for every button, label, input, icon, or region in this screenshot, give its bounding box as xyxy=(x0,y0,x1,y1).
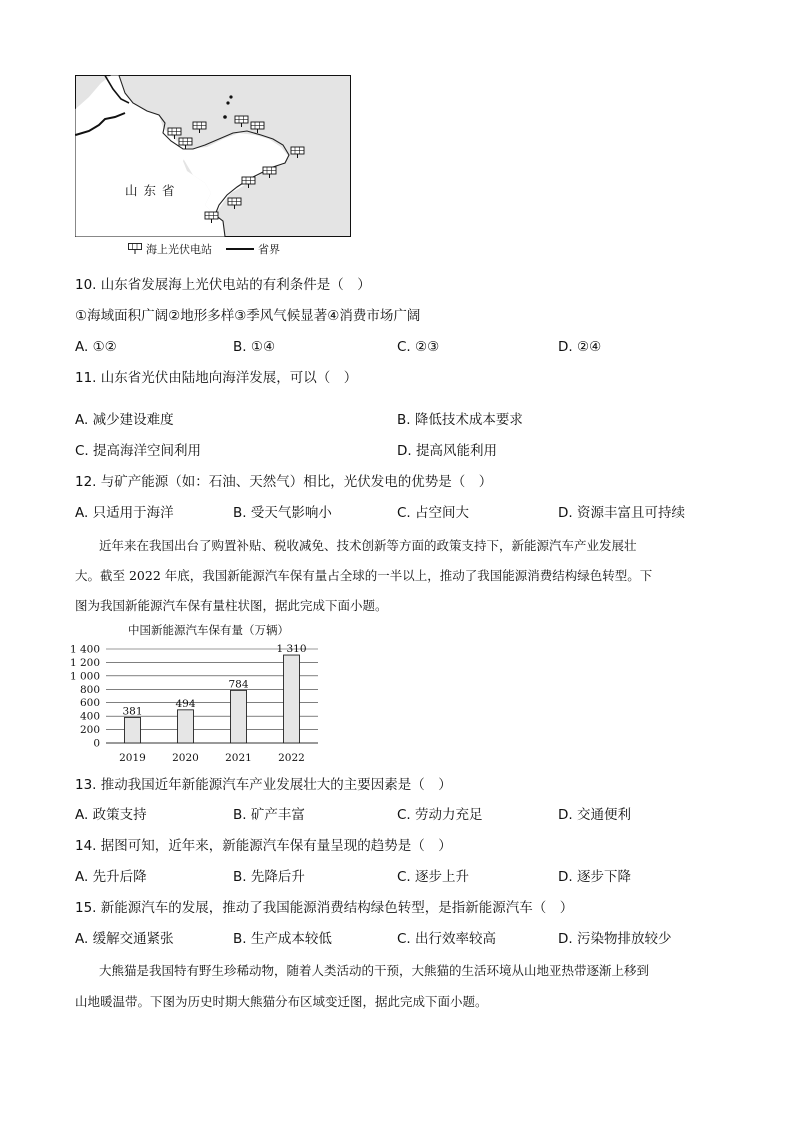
y-tick-label: 800 xyxy=(79,683,100,696)
q12-option-a[interactable]: A. 只适用于海洋 xyxy=(75,505,174,521)
q13-option-c[interactable]: C. 劳动力充足 xyxy=(397,807,483,823)
question-13-stem: 13. 推动我国近年新能源汽车产业发展壮大的主要因素是（ ） xyxy=(75,777,452,793)
q10-option-c[interactable]: C. ②③ xyxy=(397,339,440,355)
question-12-stem: 12. 与矿产能源（如：石油、天然气）相比，光伏发电的优势是（ ） xyxy=(75,474,493,490)
passage-2-line-2: 山地暖温带。下图为历史时期大熊猫分布区域变迁图，据此完成下面小题。 xyxy=(75,994,488,1009)
y-tick-label: 200 xyxy=(79,724,100,737)
y-tick-label: 400 xyxy=(79,710,100,723)
q10-option-d[interactable]: D. ②④ xyxy=(558,339,602,355)
x-tick-label: 2019 xyxy=(119,752,146,764)
x-tick-label: 2022 xyxy=(278,752,305,764)
q14-option-d[interactable]: D. 逐步下降 xyxy=(558,869,631,885)
map-svg xyxy=(75,75,351,237)
q11-option-c[interactable]: C. 提高海洋空间利用 xyxy=(75,443,202,459)
q14-option-c[interactable]: C. 逐步上升 xyxy=(397,869,470,885)
y-tick-label: 0 xyxy=(93,737,100,750)
chart-title: 中国新能源汽车保有量（万辆） xyxy=(128,623,289,637)
bar-value-label: 381 xyxy=(122,705,143,718)
q13-option-d[interactable]: D. 交通便利 xyxy=(558,807,631,823)
bar xyxy=(178,710,194,743)
q12-option-c[interactable]: C. 占空间大 xyxy=(397,505,470,521)
passage-2-line-1: 大熊猫是我国特有野生珍稀动物，随着人类活动的干预，大熊猫的生活环境从山地亚热带逐渐上移到 xyxy=(99,963,650,978)
bar xyxy=(125,717,141,743)
q10-option-b[interactable]: B. ①④ xyxy=(233,339,276,355)
q14-option-a[interactable]: A. 先升后降 xyxy=(75,869,147,885)
q13-option-a[interactable]: A. 政策支持 xyxy=(75,807,147,823)
x-tick-label: 2020 xyxy=(172,752,199,764)
passage-1-line-1: 近年来在我国出台了购置补贴、税收减免、技术创新等方面的政策支持下，新能源汽车产业发展壮 xyxy=(99,538,637,553)
q15-option-c[interactable]: C. 出行效率较高 xyxy=(397,931,497,947)
q15-option-b[interactable]: B. 生产成本较低 xyxy=(233,931,332,947)
map-legend xyxy=(128,241,280,257)
y-tick-label: 600 xyxy=(79,697,100,710)
border-line-legend-icon xyxy=(226,246,254,252)
question-10-stem: 10. 山东省发展海上光伏电站的有利条件是（ ） xyxy=(75,277,371,293)
y-tick-label: 1 400 xyxy=(69,643,100,656)
bar xyxy=(284,655,300,743)
passage-1-line-3: 图为我国新能源汽车保有量柱状图，据此完成下面小题。 xyxy=(75,598,388,613)
question-15-stem: 15. 新能源汽车的发展，推动了我国能源消费结构绿色转型，是指新能源汽车（ ） xyxy=(75,900,574,916)
bar-value-label: 1 310 xyxy=(276,643,307,656)
q12-option-d[interactable]: D. 资源丰富且可持续 xyxy=(558,505,685,521)
y-tick-label: 1 000 xyxy=(69,670,100,683)
q14-option-b[interactable]: B. 先降后升 xyxy=(233,869,305,885)
pv-station-legend-icon xyxy=(128,243,142,255)
q13-option-b[interactable]: B. 矿产丰富 xyxy=(233,807,305,823)
q11-option-b[interactable]: B. 降低技术成本要求 xyxy=(397,412,523,428)
q10-option-a[interactable]: A. ①② xyxy=(75,339,117,355)
q12-option-b[interactable]: B. 受天气影响小 xyxy=(233,505,332,521)
bar xyxy=(231,690,247,743)
legend-pv-label: 海上光伏电站 xyxy=(146,243,212,256)
q11-option-d[interactable]: D. 提高风能利用 xyxy=(397,443,497,459)
ev-ownership-bar-chart xyxy=(66,636,328,770)
legend-border-label: 省界 xyxy=(258,243,280,256)
q15-option-d[interactable]: D. 污染物排放较少 xyxy=(558,931,672,947)
shandong-map xyxy=(75,75,351,237)
passage-1-line-2: 大。截至 2022 年底，我国新能源汽车保有量占全球的一半以上，推动了我国能源消费结构绿色转型。下 xyxy=(75,568,653,583)
y-tick-label: 1 200 xyxy=(69,656,100,669)
q11-option-a[interactable]: A. 减少建设难度 xyxy=(75,412,174,428)
bar-value-label: 494 xyxy=(175,697,196,710)
province-label: 山 东 省 xyxy=(125,183,176,198)
bar-value-label: 784 xyxy=(228,678,249,691)
question-11-stem: 11. 山东省光伏由陆地向海洋发展，可以（ ） xyxy=(75,370,358,386)
x-tick-label: 2021 xyxy=(225,752,252,764)
question-14-stem: 14. 据图可知，近年来，新能源汽车保有量呈现的趋势是（ ） xyxy=(75,838,452,854)
question-10-conditions: ①海域面积广阔②地形多样③季风气候显著④消费市场广阔 xyxy=(75,308,421,324)
q15-option-a[interactable]: A. 缓解交通紧张 xyxy=(75,931,174,947)
